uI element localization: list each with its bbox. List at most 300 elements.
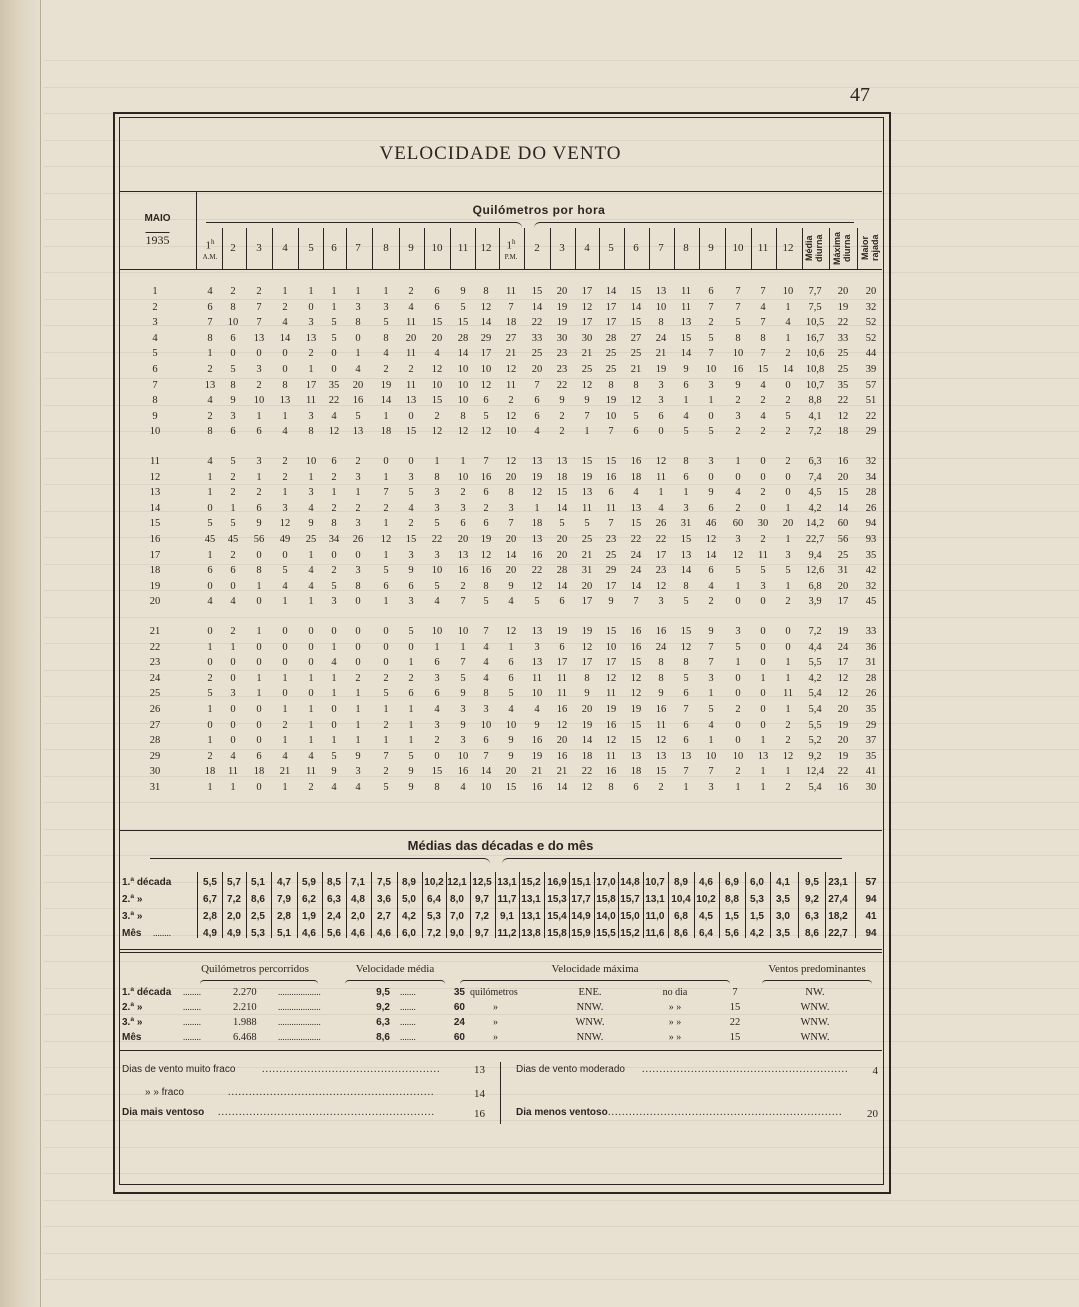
table-cell: 0 <box>760 641 766 653</box>
summary-media: 8,6 <box>376 1032 390 1043</box>
table-cell: 12 <box>732 549 744 561</box>
dot-leader: ........ <box>183 1002 201 1012</box>
table-cell: 52 <box>865 317 877 329</box>
ruled-line <box>44 1279 1079 1280</box>
table-cell: 10 <box>480 782 492 793</box>
day-number: 28 <box>149 735 161 747</box>
table-cell: 1 <box>355 704 361 715</box>
table-cell: 4 <box>282 750 288 762</box>
table-cell: 5 <box>708 426 714 438</box>
table-cell: 11 <box>305 395 317 407</box>
table-cell: 16 <box>556 704 568 715</box>
table-cell: 22 <box>655 534 667 545</box>
medias-cell: 2,0 <box>351 911 365 922</box>
table-cell: 12 <box>531 487 543 499</box>
table-cell: 12 <box>837 672 849 684</box>
hour-header: 8 <box>383 242 389 254</box>
table-cell: 0 <box>383 456 389 467</box>
table-cell: 12 <box>605 672 617 684</box>
table-cell: 3 <box>534 641 540 653</box>
medias-cell: 6,8 <box>674 911 688 922</box>
dot-leader: ........................................................... <box>642 1064 849 1075</box>
table-cell: 6 <box>434 301 440 313</box>
table-cell: 1 <box>282 704 288 715</box>
page-title: VELOCIDADE DO VENTO <box>379 143 622 164</box>
medias-cell: 2,7 <box>377 911 391 922</box>
table-cell: 2 <box>408 286 414 297</box>
table-cell: 10 <box>305 456 317 467</box>
table-cell: 21 <box>531 766 543 778</box>
table-cell: 3 <box>708 672 714 684</box>
table-cell: 5 <box>383 782 389 793</box>
table-cell: 0 <box>207 719 213 731</box>
table-cell: 5 <box>760 565 766 577</box>
table-cell: 0 <box>256 704 262 715</box>
table-cell: 0 <box>256 735 262 747</box>
table-cell: 1 <box>355 348 361 360</box>
table-cell: 13 <box>352 426 364 438</box>
table-cell: 14 <box>556 580 568 592</box>
table-cell: 16 <box>531 782 543 793</box>
table-cell: 0 <box>760 626 766 637</box>
table-cell: 18 <box>531 518 543 530</box>
table-cell: 8 <box>282 379 288 391</box>
table-cell: 2 <box>207 672 213 684</box>
medias-cell: 12,5 <box>472 877 492 888</box>
medias-col-rule <box>694 872 695 938</box>
table-cell: 7 <box>508 301 514 313</box>
hour-header: 6 <box>633 242 639 254</box>
table-cell: 5 <box>207 518 213 530</box>
table-cell: 4 <box>483 641 489 653</box>
medias-cell: 10,7 <box>645 877 665 888</box>
table-cell: 9,2 <box>808 750 822 762</box>
table-cell: 5 <box>331 317 337 329</box>
summary-direction: NNW. <box>576 1032 604 1043</box>
table-cell: 45 <box>227 534 239 545</box>
table-cell: 20 <box>865 286 877 297</box>
header-col-rule <box>725 228 726 269</box>
medias-cell: 16,9 <box>547 877 567 888</box>
table-cell: 2 <box>207 364 213 375</box>
table-cell: 7 <box>760 317 766 329</box>
table-cell: 5 <box>408 626 414 637</box>
table-cell: 20 <box>352 379 364 391</box>
table-cell: 45 <box>865 596 877 608</box>
medias-cell: 8,6 <box>805 928 819 939</box>
table-cell: 4 <box>355 782 361 793</box>
table-cell: 19 <box>837 719 849 731</box>
table-cell: 9 <box>608 596 614 608</box>
hour-header-sup: h <box>211 238 215 246</box>
day-number: 1 <box>152 286 158 297</box>
table-cell: 11 <box>405 379 417 391</box>
table-cell: 30 <box>556 332 568 344</box>
mais-ventoso-label: Dia mais ventoso <box>122 1107 205 1118</box>
table-cell: 12 <box>431 364 443 375</box>
table-cell: 11 <box>531 672 543 684</box>
table-cell: 10 <box>505 426 517 438</box>
table-cell: 8 <box>633 379 639 391</box>
table-cell: 5 <box>708 332 714 344</box>
day-number: 31 <box>149 782 161 793</box>
table-cell: 1 <box>207 471 213 483</box>
table-cell: 12 <box>328 426 340 438</box>
table-cell: 15 <box>431 395 443 407</box>
table-cell: 0 <box>282 657 288 669</box>
table-cell: 3 <box>683 502 689 514</box>
table-cell: 20 <box>431 332 443 344</box>
table-cell: 2 <box>282 301 288 313</box>
summary-unit: » <box>493 1002 498 1013</box>
table-cell: 4 <box>408 502 414 514</box>
ruled-line <box>44 1200 1079 1201</box>
medias-cell: 4,7 <box>277 877 291 888</box>
table-cell: 10 <box>782 286 794 297</box>
table-cell: 13 <box>531 534 543 545</box>
table-cell: 20 <box>556 534 568 545</box>
header-col-rule <box>272 228 273 269</box>
table-cell: 15 <box>556 487 568 499</box>
table-cell: 13 <box>630 750 642 762</box>
table-cell: 22 <box>630 534 642 545</box>
summary-max: 60 <box>453 1002 465 1013</box>
table-cell: 4 <box>460 782 466 793</box>
table-cell: 7 <box>256 317 262 329</box>
table-cell: 34 <box>328 534 340 545</box>
table-cell: 2 <box>785 426 791 438</box>
table-cell: 4 <box>331 782 337 793</box>
table-cell: 1 <box>355 286 361 297</box>
table-cell: 5 <box>534 596 540 608</box>
table-cell: 10 <box>732 348 744 360</box>
table-cell: 5 <box>408 487 414 499</box>
table-cell: 8 <box>483 286 489 297</box>
medias-cell: 8,6 <box>251 894 265 905</box>
table-cell: 6 <box>534 410 540 422</box>
medias-cell: 8,8 <box>725 894 739 905</box>
table-cell: 2 <box>785 348 791 360</box>
table-cell: 4 <box>434 596 440 608</box>
table-cell: 26 <box>865 502 877 514</box>
table-cell: 1 <box>207 348 213 360</box>
table-cell: 15 <box>605 456 617 467</box>
table-cell: 9 <box>508 580 514 592</box>
table-cell: 7 <box>708 766 714 778</box>
table-cell: 49 <box>279 534 291 545</box>
table-cell: 3 <box>355 518 361 530</box>
table-cell: 16 <box>605 719 617 731</box>
table-cell: 1 <box>207 704 213 715</box>
table-cell: 9 <box>355 750 361 762</box>
table-cell: 30 <box>757 518 769 530</box>
table-cell: 2 <box>207 410 213 422</box>
table-cell: 7 <box>708 301 714 313</box>
table-cell: 25 <box>581 534 593 545</box>
table-cell: 2 <box>735 426 741 438</box>
table-cell: 6 <box>483 395 489 407</box>
table-cell: 9 <box>460 688 466 700</box>
table-cell: 10 <box>705 364 717 375</box>
day-number: 9 <box>152 410 158 422</box>
medias-col-rule <box>322 872 323 938</box>
table-cell: 19 <box>837 301 849 313</box>
day-number: 25 <box>149 688 161 700</box>
table-cell: 0 <box>308 301 314 313</box>
hour-header: 7 <box>658 242 664 254</box>
table-cell: 9 <box>331 766 337 778</box>
table-cell: 3 <box>785 549 791 561</box>
table-cell: 0 <box>282 348 288 360</box>
table-cell: 10 <box>531 688 543 700</box>
table-cell: 19 <box>630 704 642 715</box>
table-cell: 1 <box>256 580 262 592</box>
table-cell: 17 <box>837 596 849 608</box>
table-cell: 14 <box>680 348 692 360</box>
table-cell: 5 <box>735 641 741 653</box>
table-cell: 8 <box>207 332 213 344</box>
table-cell: 0 <box>331 626 337 637</box>
table-cell: 1 <box>683 782 689 793</box>
day-number: 13 <box>149 487 161 499</box>
header-bottom-rule <box>119 269 882 270</box>
table-cell: 0 <box>282 364 288 375</box>
table-cell: 19 <box>556 626 568 637</box>
table-cell: 2 <box>785 596 791 608</box>
table-cell: 1 <box>256 626 262 637</box>
table-cell: 19 <box>605 704 617 715</box>
table-cell: 3 <box>658 379 664 391</box>
hour-header: 6 <box>331 242 337 254</box>
table-cell: 1 <box>708 395 714 407</box>
medias-cell: 4,9 <box>203 928 217 939</box>
summary-top-rule-2 <box>119 952 882 953</box>
table-cell: 21 <box>556 766 568 778</box>
table-cell: 6 <box>508 672 514 684</box>
table-cell: 15 <box>505 782 517 793</box>
table-cell: 0 <box>230 735 236 747</box>
summary-km: 1.988 <box>233 1017 257 1028</box>
table-cell: 7,2 <box>808 626 822 637</box>
table-cell: 6 <box>483 735 489 747</box>
table-cell: 1 <box>207 641 213 653</box>
medias-cell: 15,9 <box>571 928 591 939</box>
table-cell: 9 <box>408 766 414 778</box>
table-cell: 4 <box>483 672 489 684</box>
table-cell: 1 <box>785 534 791 545</box>
table-cell: 4 <box>434 704 440 715</box>
medias-col-rule <box>544 872 545 938</box>
table-cell: 17 <box>556 657 568 669</box>
table-cell: 7,2 <box>808 426 822 438</box>
medias-cell: 5,3 <box>427 911 441 922</box>
summary-prevailing: WNW. <box>800 1032 830 1043</box>
table-cell: 1 <box>408 657 414 669</box>
day-number: 23 <box>149 657 161 669</box>
table-cell: 2 <box>355 672 361 684</box>
table-cell: 1 <box>683 395 689 407</box>
dot-leader: ........................................................... <box>228 1087 435 1098</box>
moderado-value: 4 <box>872 1065 878 1077</box>
table-cell: 13 <box>204 379 216 391</box>
table-cell: 14 <box>556 502 568 514</box>
table-cell: 9 <box>708 487 714 499</box>
table-cell: 20 <box>531 364 543 375</box>
table-cell: 1 <box>331 735 337 747</box>
table-cell: 8 <box>508 487 514 499</box>
table-cell: 22 <box>531 565 543 577</box>
table-cell: 1 <box>735 657 741 669</box>
medias-cell: 5,0 <box>402 894 416 905</box>
table-cell: 10 <box>457 379 469 391</box>
table-cell: 5 <box>230 518 236 530</box>
table-cell: 1 <box>785 332 791 344</box>
medias-cell: 8,5 <box>327 877 341 888</box>
table-cell: 0 <box>331 704 337 715</box>
table-cell: 12 <box>630 395 642 407</box>
table-cell: 19 <box>581 626 593 637</box>
table-cell: 22 <box>837 766 849 778</box>
medias-cell: 4,2 <box>402 911 416 922</box>
table-cell: 4 <box>207 596 213 608</box>
table-cell: 16 <box>732 364 744 375</box>
table-cell: 11 <box>782 688 794 700</box>
table-cell: 5 <box>785 565 791 577</box>
table-cell: 15 <box>630 735 642 747</box>
medias-col-rule <box>246 872 247 938</box>
dot-leader: ................................................... <box>262 1064 441 1075</box>
medias-cell: 94 <box>865 928 877 939</box>
summary-no-dia: » » <box>668 1002 682 1013</box>
table-cell: 2 <box>282 456 288 467</box>
table-cell: 2 <box>355 456 361 467</box>
table-cell: 23 <box>556 348 568 360</box>
table-cell: 3 <box>434 672 440 684</box>
table-cell: 2 <box>708 596 714 608</box>
table-cell: 12 <box>505 626 517 637</box>
summary-unit: quilómetros <box>470 987 518 998</box>
table-cell: 12 <box>655 580 667 592</box>
medias-cell: 23,1 <box>828 877 848 888</box>
table-cell: 0 <box>282 549 288 561</box>
table-cell: 0 <box>282 626 288 637</box>
table-cell: 0 <box>785 471 791 483</box>
medias-cell: 15,0 <box>620 911 640 922</box>
table-cell: 0 <box>408 410 414 422</box>
table-cell: 6 <box>434 286 440 297</box>
table-cell: 3 <box>434 719 440 731</box>
dot-leader: ........ <box>183 1017 201 1027</box>
table-cell: 15 <box>680 534 692 545</box>
summary-day: 22 <box>729 1017 741 1028</box>
table-cell: 56 <box>253 534 265 545</box>
table-cell: 4,1 <box>808 410 822 422</box>
table-cell: 10 <box>227 317 239 329</box>
medias-cell: 18,2 <box>828 911 848 922</box>
table-cell: 4,4 <box>808 641 822 653</box>
table-cell: 3 <box>331 596 337 608</box>
table-cell: 0 <box>282 688 288 700</box>
day-number: 26 <box>149 704 161 715</box>
table-cell: 9 <box>658 688 664 700</box>
table-cell: 1 <box>708 688 714 700</box>
table-cell: 2 <box>256 286 262 297</box>
table-cell: 0 <box>785 626 791 637</box>
table-cell: 1 <box>308 704 314 715</box>
table-cell: 1 <box>256 471 262 483</box>
summary-row-label: 3.ª » <box>122 1017 143 1028</box>
table-cell: 4 <box>760 379 766 391</box>
table-cell: 15 <box>680 626 692 637</box>
table-cell: 9 <box>508 735 514 747</box>
ruled-line <box>44 1226 1079 1227</box>
table-cell: 16 <box>655 704 667 715</box>
year-label: 1935 <box>145 233 170 247</box>
summary-row-label: 1.ª década <box>122 987 172 998</box>
table-cell: 25 <box>837 348 849 360</box>
table-cell: 5 <box>230 456 236 467</box>
table-cell: 46 <box>705 518 717 530</box>
table-cell: 12 <box>581 641 593 653</box>
table-cell: 2 <box>434 735 440 747</box>
table-cell: 9 <box>408 782 414 793</box>
table-cell: 14 <box>705 549 717 561</box>
table-cell: 4 <box>207 456 213 467</box>
table-cell: 1 <box>408 704 414 715</box>
summary-max: 60 <box>453 1032 465 1043</box>
table-cell: 1 <box>785 704 791 715</box>
summary-unit: » <box>493 1017 498 1028</box>
table-cell: 12 <box>480 301 492 313</box>
table-cell: 44 <box>865 348 877 360</box>
table-cell: 4 <box>408 301 414 313</box>
table-cell: 16 <box>605 766 617 778</box>
table-cell: 3 <box>256 364 262 375</box>
table-cell: 1 <box>282 286 288 297</box>
day-number: 29 <box>149 750 161 762</box>
table-cell: 1 <box>383 410 389 422</box>
table-cell: 3 <box>434 502 440 514</box>
medias-cell: 27,4 <box>828 894 848 905</box>
medias-cell: 11,7 <box>497 894 517 905</box>
table-cell: 3 <box>735 534 741 545</box>
table-cell: 24 <box>630 549 642 561</box>
header-col-rule <box>222 228 223 269</box>
table-cell: 5 <box>282 565 288 577</box>
table-cell: 12 <box>505 364 517 375</box>
table-cell: 17 <box>605 317 617 329</box>
table-cell: 5 <box>460 301 466 313</box>
header-col-rule <box>246 228 247 269</box>
table-cell: 0 <box>760 596 766 608</box>
table-cell: 25 <box>605 364 617 375</box>
table-cell: 10,7 <box>805 379 825 391</box>
table-cell: 1 <box>308 596 314 608</box>
table-cell: 0 <box>331 364 337 375</box>
table-cell: 9,4 <box>808 549 822 561</box>
table-cell: 7 <box>483 750 489 762</box>
table-cell: 2 <box>230 487 236 499</box>
table-cell: 6 <box>483 518 489 530</box>
table-cell: 37 <box>865 735 877 747</box>
medias-col-rule <box>446 872 447 938</box>
medias-cell: 6,9 <box>725 877 739 888</box>
table-cell: 13 <box>757 750 769 762</box>
table-cell: 29 <box>480 332 492 344</box>
table-cell: 8 <box>658 672 664 684</box>
table-cell: 0 <box>785 379 791 391</box>
table-cell: 0 <box>785 641 791 653</box>
